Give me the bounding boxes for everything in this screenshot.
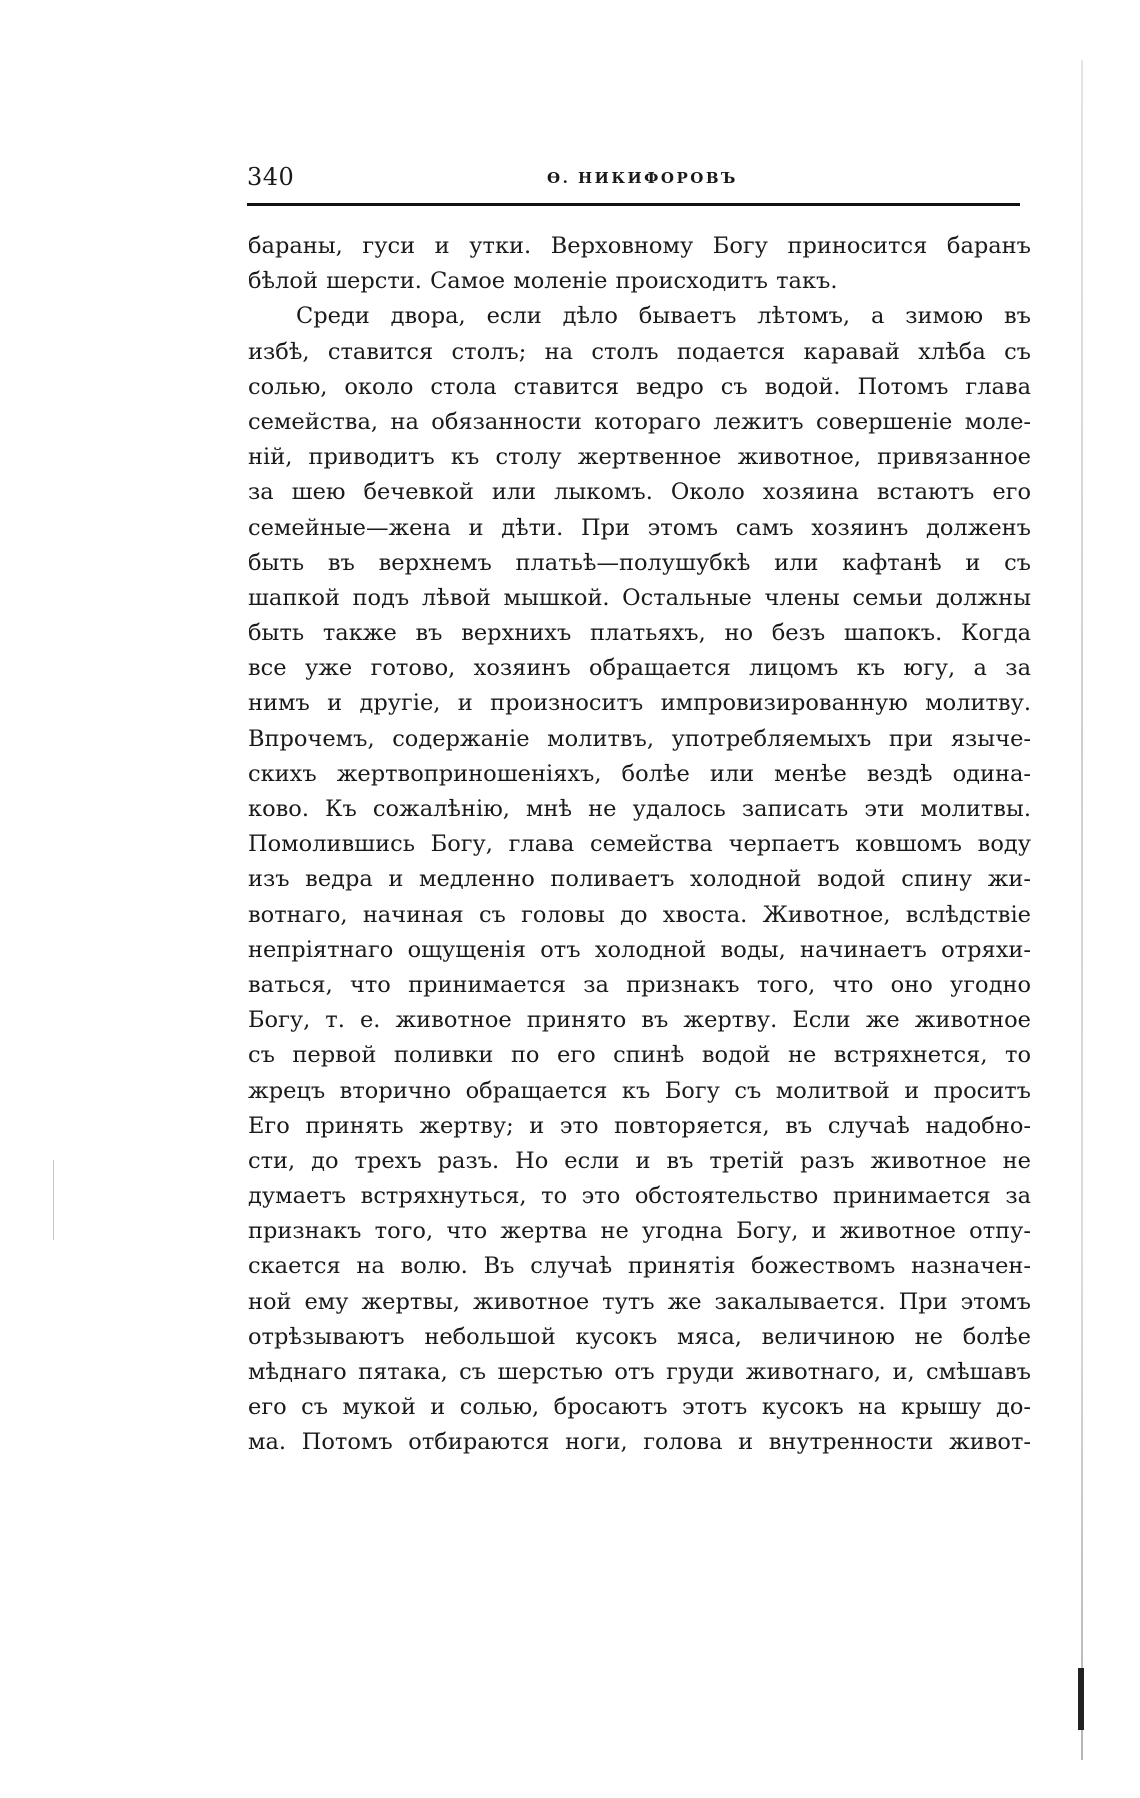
text-line: быть также въ верхнихъ платьяхъ, но безъ шапокъ. Когда (248, 620, 1031, 647)
text-line: мѣднаго пятака, съ шерстью отъ груди животнаго, и, смѣшавъ (248, 1359, 1031, 1385)
text-line: непріятнаго ощущенія отъ холодной воды, начинаетъ отряхи- (248, 936, 1031, 963)
scan-page-edge (1081, 60, 1083, 1760)
text-line: ваться, что принимается за признакъ того, что оно угодно (248, 971, 1031, 998)
text-line: жрецъ вторично обращается къ Богу съ молитвой и проситъ (248, 1077, 1031, 1104)
text-line: Богу, т. е. животное принято въ жертву. Если же животное (248, 1007, 1031, 1034)
body-text (248, 229, 1031, 1461)
text-line: вотнаго, начиная съ головы до хвоста. Животное, вслѣдствіе (248, 901, 1031, 928)
text-line: бараны, гуси и утки. Верховному Богу приносится баранъ (248, 233, 1031, 259)
text-line: Его принять жертву; и это повторяется, въ случаѣ надобно- (248, 1112, 1031, 1139)
text-line: бѣлой шерсти. Самое моленіе происходитъ такъ. (248, 268, 838, 295)
text-line: думаетъ встряхнуться, то это обстоятельство принимается за (248, 1183, 1031, 1210)
text-line: солью, около стола ставится ведро съ водой. Потомъ глава (248, 373, 1031, 400)
text-line: сти, до трехъ разъ. Но если и въ третій разъ животное не (248, 1147, 1031, 1174)
text-line: признакъ того, что жертва не угодна Богу, и животное отпу- (248, 1218, 1031, 1245)
text-line: Помолившись Богу, глава семейства черпаетъ ковшомъ воду (248, 831, 1031, 858)
text-line: изъ ведра и медленно поливаетъ холодной водой спину жи- (248, 866, 1031, 893)
page-header (247, 163, 1020, 203)
header-rule (247, 203, 1020, 206)
text-line: скихъ жертвоприношеніяхъ, болѣе или менѣе вездѣ одина- (248, 760, 1031, 787)
text-line: отрѣзываютъ небольшой кусокъ мяса, величиною не болѣе (248, 1323, 1031, 1350)
text-line: ково. Къ сожалѣнію, мнѣ не удалось записать эти молитвы. (248, 796, 1031, 822)
text-line: нимъ и другіе, и произноситъ импровизированную молитву. (248, 690, 1031, 717)
text-line: все уже готово, хозяинъ обращается лицомъ къ югу, а за (248, 655, 1031, 682)
text-line: скается на волю. Въ случаѣ принятія божествомъ назначен- (248, 1253, 1031, 1280)
text-line: Впрочемъ, содержаніе молитвъ, употребляемыхъ при языче- (248, 725, 1031, 752)
text-line: шапкой подъ лѣвой мышкой. Остальные члены семьи должны (248, 584, 1031, 611)
scan-edge-mark (1078, 1668, 1084, 1730)
text-line: за шею бечевкой или лыкомъ. Около хозяина встаютъ его (248, 479, 1031, 506)
scan-left-mark (53, 1160, 54, 1240)
text-line: его съ мукой и солью, бросаютъ этотъ кусокъ на крышу до- (248, 1394, 1031, 1421)
text-line: ной ему жертвы, животное тутъ же закалывается. При этомъ (248, 1288, 1031, 1315)
text-line: семейства, на обязанности котораго лежитъ совершеніе моле- (248, 408, 1031, 435)
running-head: Ѳ. НИКИФОРОВЪ (547, 169, 738, 187)
text-line: избѣ, ставится столъ; на столъ подается каравай хлѣба съ (248, 338, 1031, 365)
text-line: семейные—жена и дѣти. При этомъ самъ хозяинъ долженъ (248, 514, 1031, 541)
text-line: Среди двора, если дѣло бываетъ лѣтомъ, а зимою въ (296, 303, 1031, 330)
text-line: съ первой поливки по его спинѣ водой не встряхнется, то (248, 1042, 1031, 1069)
text-line: ма. Потомъ отбираются ноги, голова и внутренности живот- (248, 1429, 1031, 1456)
page-number: 340 (247, 163, 295, 191)
text-line: ній, приводитъ къ столу жертвенное животное, привязанное (248, 444, 1031, 471)
text-line: быть въ верхнемъ платьѣ—полушубкѣ или кафтанѣ и съ (248, 549, 1031, 576)
